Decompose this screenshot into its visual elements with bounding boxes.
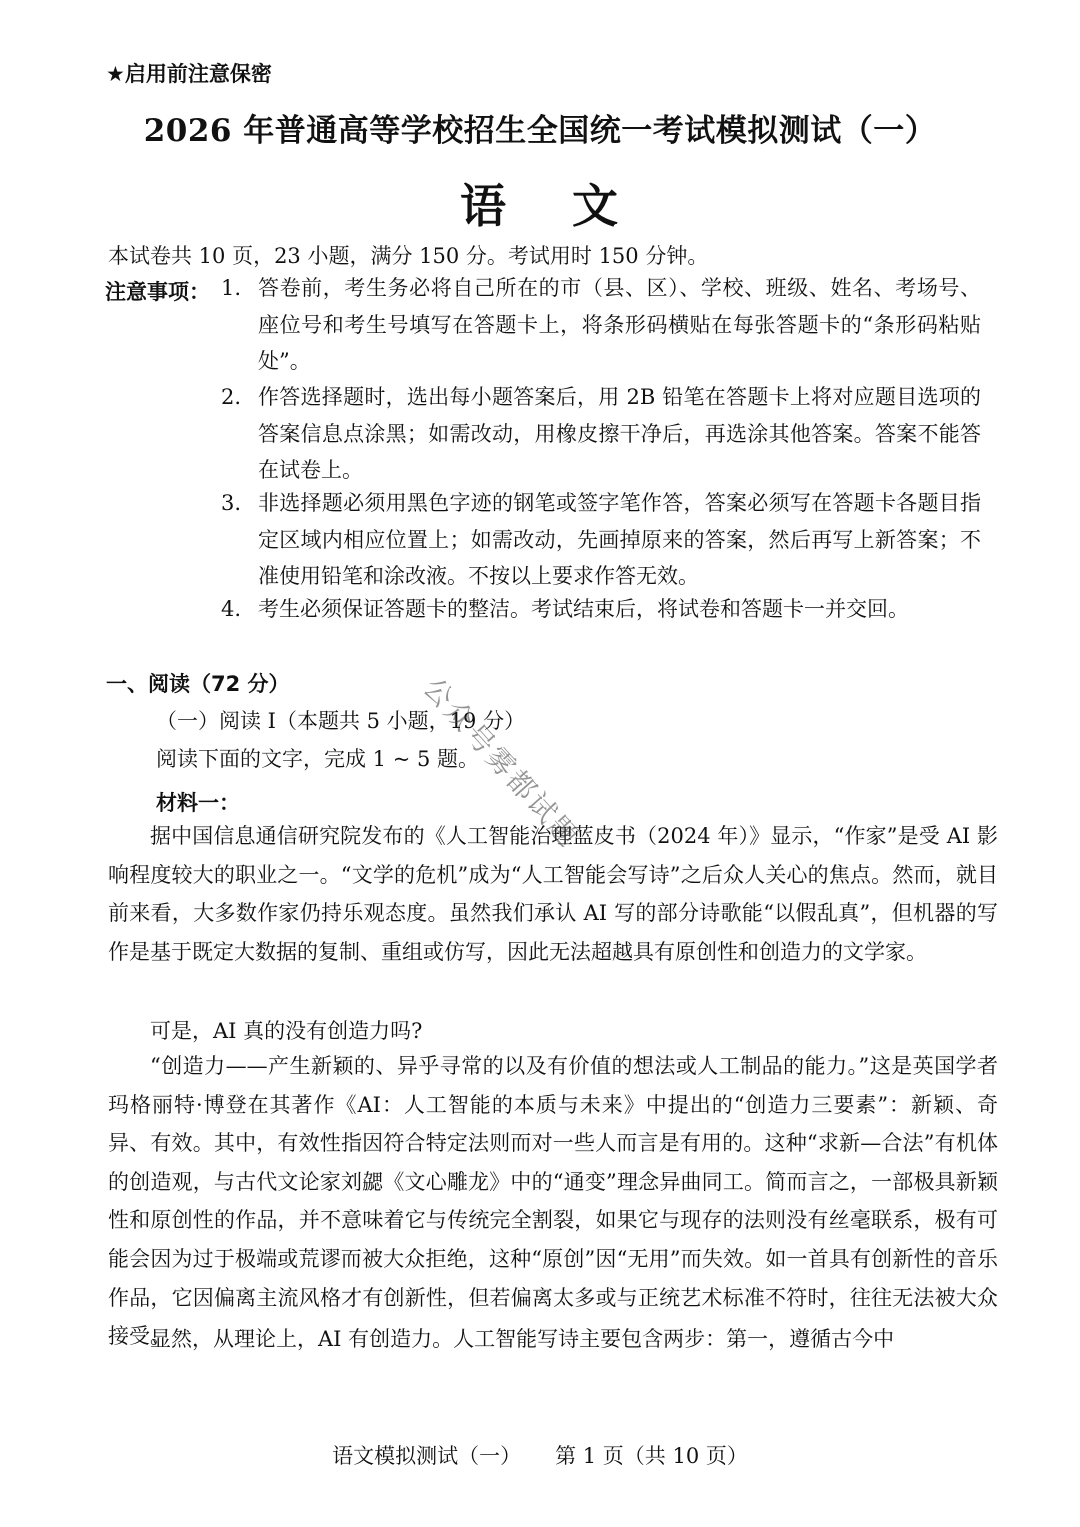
body-paragraph: 显然，从理论上，AI 有创造力。人工智能写诗主要包含两步：第一，遵循古今中 — [150, 1327, 895, 1351]
subsection-heading: （一）阅读 I（本题共 5 小题，19 分） — [156, 709, 526, 733]
exam-info: 本试卷共 10 页，23 小题，满分 150 分。考试用时 150 分钟。 — [108, 244, 709, 268]
reading-instruction: 阅读下面的文字，完成 1 ~ 5 题。 — [156, 747, 480, 771]
footer-title: 语文模拟测试（一） — [332, 1444, 522, 1468]
notice-item-number: 2. — [221, 385, 242, 409]
subject-char: 文 — [572, 179, 620, 233]
notice-item-number: 3. — [221, 491, 242, 515]
notice-item-number: 1. — [221, 276, 242, 300]
notice-item-text: 答卷前，考生务必将自己所在的市（县、区）、学校、班级、姓名、考场号、座位号和考生号填写在答题卡上，将条形码横贴在每张答题卡的“条形码粘贴处”。 — [258, 276, 981, 373]
notice-label: 注意事项： — [105, 280, 210, 304]
notice-item-text: 作答选择题时，选出每小题答案后，用 2B 铅笔在答题卡上将对应题目选项的答案信息点涂黑；如需改动，用橡皮擦干净后，再选涂其他答案。答案不能答在试卷上。 — [258, 385, 981, 482]
watermark: 公众号雾都试题 — [416, 671, 587, 855]
notice-item — [221, 270, 981, 380]
page-footer — [0, 1440, 1080, 1470]
notice-item-text: 非选择题必须用黑色字迹的钢笔或签字笔作答，答案必须写在答题卡各题目指定区域内相应位置上；如需改动，先画掉原来的答案，然后再写上新答案；不准使用铅笔和涂改液。不按以上要求作答无效。 — [258, 491, 981, 588]
confidential-mark: ★启用前注意保密 — [106, 62, 272, 86]
section-heading: 一、阅读（72 分） — [106, 672, 290, 696]
exam-title: 2026 年普通高等学校招生全国统一考试模拟测试（一） — [143, 113, 937, 149]
notice-item-number: 4. — [221, 597, 242, 621]
body-paragraph: 可是，AI 真的没有创造力吗? — [150, 1019, 423, 1043]
subject-char: 语 — [460, 179, 508, 233]
footer-page-number: 第 1 页（共 10 页） — [555, 1444, 748, 1468]
material-label: 材料一： — [156, 791, 240, 815]
notice-item — [221, 379, 981, 489]
notice-item — [221, 591, 981, 628]
notice-item — [221, 485, 981, 595]
notice-item-text: 考生必须保证答题卡的整洁。考试结束后，将试卷和答题卡一并交回。 — [258, 597, 909, 621]
body-paragraph: 据中国信息通信研究院发布的《人工智能治理蓝皮书（2024 年）》显示，“作家”是受 AI 影响程度较大的职业之一。“文学的危机”成为“人工智能会写诗”之后众人关心的焦点。然而，就目前来看，大多数作家仍持乐观态度。虽然我们承认 AI 写的部分诗歌能“以假乱真”，但机器的写作是基于既定大数据的复制、重组或仿写，因此无法超越具有原创性和创造力的文学家。 — [108, 824, 998, 964]
body-paragraph: “创造力——产生新颖的、异乎寻常的以及有价值的想法或人工制品的能力。”这是英国学者玛格丽特·博登在其著作《AI：人工智能的本质与未来》中提出的“创造力三要素”：新颖、奇异、有效。其中，有效性指因符合特定法则而对一些人而言是有用的。这种“求新—合法”有机体的创造观，与古代文论家刘勰《文心雕龙》中的“通变”理念异曲同工。简而言之，一部极具新颖性和原创性的作品，并不意味着它与传统完全割裂，如果它与现存的法则没有丝毫联系，极有可能会因为过于极端或荒谬而被大众拒绝，这种“原创”因“无用”而失效。如一首具有创新性的音乐作品，它因偏离主流风格才有创新性，但若偏离太多或与正统艺术标准不符时，往往无法被大众接受。 — [108, 1054, 998, 1349]
subject-title — [0, 170, 1080, 236]
